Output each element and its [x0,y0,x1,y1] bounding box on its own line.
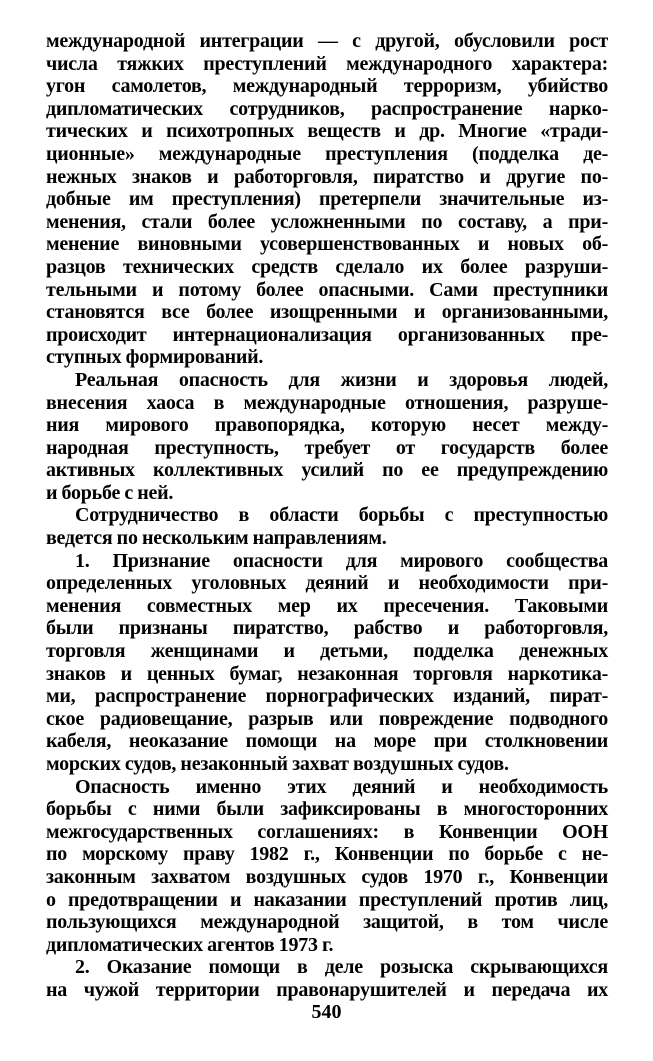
text-line: менения, стали более усложненными по составу, а при- [46,210,608,233]
text-line: морских судов, незаконный захват воздушных судов. [46,753,509,775]
text-line: происходит интернационализация организованных пре- [46,323,608,346]
text-line: 2. Оказание помощи в деле розыска скрывающихся [75,956,608,979]
text-line: ционные» международные преступления (подделка де- [46,142,608,165]
paragraph [46,956,608,1001]
text-line: ское радиовещание, разрыв или повреждение подводного [46,707,608,730]
text-line: межгосударственных соглашениях: в Конвенции ООН [46,820,608,843]
text-line: тельными и потому более опасными. Сами преступники [46,278,608,301]
text-line: активных коллективных усилий по ее предупреждению [46,459,608,482]
text-line: нежных знаков и работорговля, пиратство и другие по- [46,165,608,188]
text-line: ми, распространение порнографических изданий, пират- [46,685,608,708]
text-line: ступных формирований. [46,346,264,369]
text-line: менения совместных мер их пресечения. Таковыми [46,594,608,617]
text-line: по морскому праву 1982 г., Конвенции по борьбе с не- [46,843,608,866]
paragraph [46,504,608,549]
text-line: дипломатических агентов 1973 г. [46,933,334,956]
text-line: Реальная опасность для жизни и здоровья людей, [75,368,608,391]
page-number: 540 [311,1001,342,1023]
paragraph [46,30,608,369]
text-line: тических и психотропных веществ и др. Многие «тради- [46,120,608,143]
text-line: и борьбе с ней. [46,481,174,504]
text-line: ведется по нескольким направлениям. [46,527,387,550]
text-line: становятся все более изощренными и организованными, [46,301,608,324]
text-line: угон самолетов, международный терроризм, убийство [46,75,608,98]
text-line: на чужой территории правонарушителей и передача их [46,978,608,1001]
paragraph [46,550,608,776]
page-body [46,30,608,1002]
text-line: Сотрудничество в области борьбы с преступностью [75,504,608,527]
text-line: о предотвращении и наказании преступлений против лиц, [46,888,608,911]
text-line: народная преступность, требует от государств более [46,436,608,459]
text-line: менение виновными усовершенствованных и новых об- [46,233,608,256]
text-line: определенных уголовных деяний и необходимости при- [46,572,608,595]
text-line: Опасность именно этих деяний и необходимость [75,775,608,798]
text-line: международной интеграции — с другой, обусловили рост [46,30,608,52]
text-line: разцов технических средств сделало их более разруши- [46,255,608,278]
text-line: законным захватом воздушных судов 1970 г., Конвенции [46,865,608,888]
text-line: торговля женщинами и детьми, подделка денежных [46,640,608,663]
text-line: знаков и ценных бумаг, незаконная торговля наркотика- [46,662,608,685]
text-line: 1. Признание опасности для мирового сообщества [75,549,608,572]
text-line: ния мирового правопорядка, которую несет между- [46,414,608,437]
text-line: дипломатических сотрудников, распространение нарко- [46,97,608,120]
text-line: борьбы с ними были зафиксированы в многосторонних [46,798,608,821]
text-line: внесения хаоса в международные отношения, разруше- [46,391,608,414]
text-line: пользующихся международной защитой, в том числе [46,911,608,934]
paragraph [46,776,608,957]
paragraph [46,369,608,505]
text-line: были признаны пиратство, рабство и работорговля, [46,617,608,640]
text-line: числа тяжких преступлений международного характера: [46,52,608,75]
text-line: добные им преступления) претерпели значительные из- [46,188,608,211]
text-line: кабеля, неоказание помощи на море при столкновении [46,730,608,753]
